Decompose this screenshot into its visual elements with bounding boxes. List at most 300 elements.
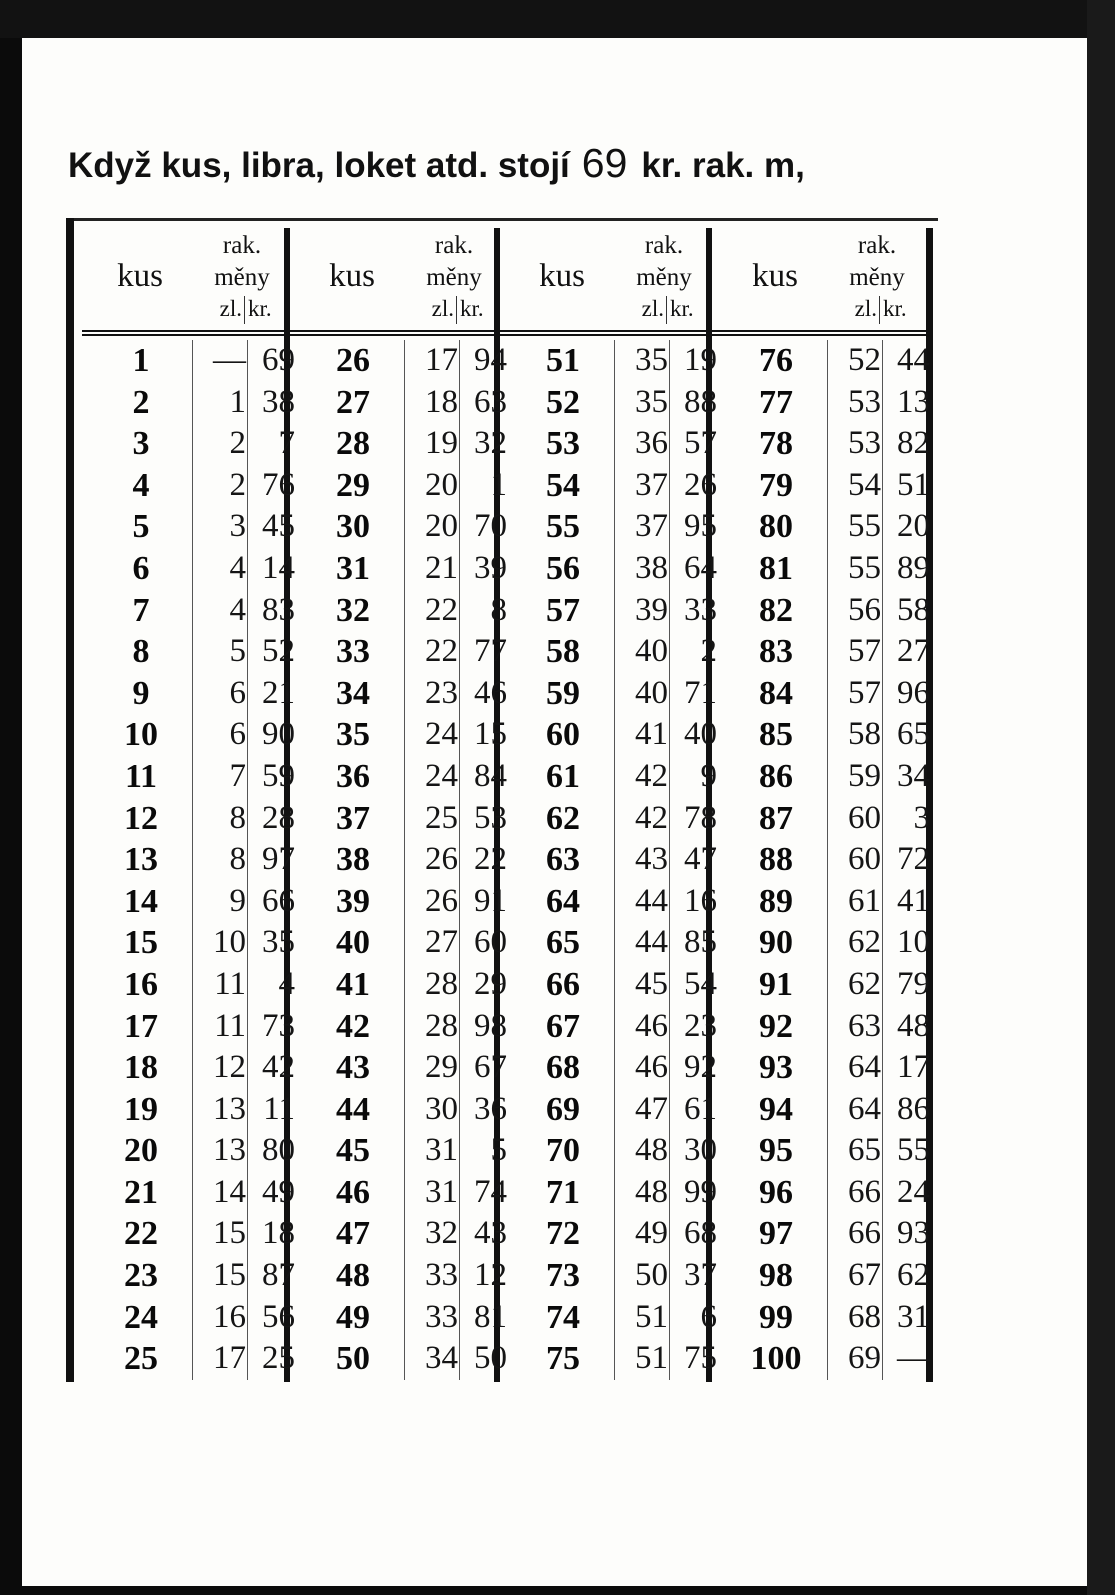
table-row — [76, 798, 295, 840]
zl-cell: 62 — [848, 965, 881, 1002]
table-row — [498, 1213, 717, 1255]
quantity-cell: 45 — [336, 1132, 370, 1170]
kr-cell: 79 — [897, 965, 930, 1002]
header-divider — [666, 296, 667, 324]
quantity-cell: 94 — [759, 1090, 793, 1128]
zl-cell: 37 — [635, 466, 668, 503]
zl-cell: 45 — [635, 965, 668, 1002]
table-row — [76, 423, 295, 465]
header-kus: kus — [329, 258, 375, 294]
quantity-cell: 97 — [759, 1215, 793, 1253]
kr-cell: 73 — [262, 1007, 295, 1044]
quantity-cell: 2 — [132, 383, 150, 421]
kr-cell: 81 — [474, 1298, 507, 1335]
quantity-cell: 19 — [124, 1090, 158, 1128]
header-divider — [456, 296, 457, 324]
zl-cell: 34 — [425, 1340, 458, 1377]
quantity-cell: 62 — [546, 799, 580, 837]
table-row — [288, 1172, 507, 1214]
quantity-cell: 68 — [546, 1049, 580, 1087]
table-row — [288, 798, 507, 840]
quantity-cell: 52 — [546, 383, 580, 421]
zl-cell: 12 — [213, 1049, 246, 1086]
header-currency — [614, 230, 714, 294]
kr-cell: 98 — [474, 1007, 507, 1044]
zl-cell: 37 — [635, 508, 668, 545]
kr-cell: 10 — [897, 924, 930, 961]
table-row — [288, 465, 507, 507]
kr-cell: 50 — [474, 1340, 507, 1377]
zl-cell: 35 — [635, 383, 668, 420]
kr-cell: 22 — [474, 841, 507, 878]
header-zl: zl. — [641, 296, 664, 321]
table-row — [288, 340, 507, 382]
zl-cell: 59 — [848, 757, 881, 794]
kr-cell: 66 — [262, 882, 295, 919]
zl-cell: 50 — [635, 1257, 668, 1294]
kr-cell: 14 — [262, 549, 295, 586]
quantity-cell: 82 — [759, 591, 793, 629]
kr-cell: 96 — [897, 674, 930, 711]
header-currency — [192, 230, 292, 294]
zl-cell: 28 — [425, 1007, 458, 1044]
kr-cell: 64 — [684, 549, 717, 586]
quantity-cell: 24 — [124, 1298, 158, 1336]
table-row — [76, 922, 295, 964]
table-row — [711, 1130, 930, 1172]
table-left-border — [66, 218, 74, 1382]
header-rak: rak. — [222, 232, 262, 259]
kr-cell: 42 — [262, 1049, 295, 1086]
zl-cell: 6 — [229, 674, 246, 711]
zl-cell: 21 — [425, 549, 458, 586]
row-list — [288, 340, 507, 1380]
kr-cell: 30 — [684, 1132, 717, 1169]
table-row — [288, 1047, 507, 1089]
zl-cell: 69 — [848, 1340, 881, 1377]
quantity-cell: 87 — [759, 799, 793, 837]
quantity-cell: 3 — [132, 425, 150, 463]
kr-cell: 33 — [684, 591, 717, 628]
zl-cell: 55 — [848, 508, 881, 545]
quantity-cell: 33 — [336, 633, 370, 671]
quantity-cell: 38 — [336, 841, 370, 879]
scan-top-border — [0, 0, 1115, 38]
kr-cell: 8 — [490, 591, 507, 628]
table-row — [711, 1006, 930, 1048]
table-row — [711, 631, 930, 673]
zl-cell: 54 — [848, 466, 881, 503]
table-row — [288, 423, 507, 465]
quantity-cell: 42 — [336, 1007, 370, 1045]
table-row — [288, 506, 507, 548]
kr-cell: 97 — [262, 841, 295, 878]
kr-cell: 65 — [897, 716, 930, 753]
quantity-cell: 15 — [124, 924, 158, 962]
quantity-cell: 10 — [124, 716, 158, 754]
kr-cell: 54 — [684, 965, 717, 1002]
header-zl: zl. — [431, 296, 454, 321]
table-row — [498, 340, 717, 382]
quantity-cell: 76 — [759, 342, 793, 379]
quantity-cell: 73 — [546, 1257, 580, 1295]
table-row — [711, 340, 930, 382]
table-row — [288, 1089, 507, 1131]
kr-cell: 80 — [262, 1132, 295, 1169]
zl-cell: 42 — [635, 757, 668, 794]
quantity-cell: 17 — [124, 1007, 158, 1045]
table-row — [288, 922, 507, 964]
zl-cell: 8 — [229, 799, 246, 836]
zl-cell: 51 — [635, 1340, 668, 1377]
kr-cell: 28 — [262, 799, 295, 836]
zl-cell: 48 — [635, 1173, 668, 1210]
kr-cell: 59 — [262, 757, 295, 794]
quantity-cell: 5 — [132, 508, 150, 546]
table-row — [288, 756, 507, 798]
table-row — [498, 548, 717, 590]
table-row — [288, 673, 507, 715]
table-row — [711, 590, 930, 632]
quantity-cell: 96 — [759, 1173, 793, 1211]
quantity-cell: 58 — [546, 633, 580, 671]
quantity-cell: 50 — [336, 1340, 370, 1378]
quantity-cell: 69 — [546, 1090, 580, 1128]
kr-cell: 88 — [684, 383, 717, 420]
kr-cell: 47 — [684, 841, 717, 878]
table-row — [76, 465, 295, 507]
zl-cell: 11 — [214, 1007, 246, 1044]
kr-cell: 20 — [897, 508, 930, 545]
quantity-cell: 66 — [546, 965, 580, 1003]
table-row — [76, 631, 295, 673]
zl-cell: 39 — [635, 591, 668, 628]
zl-cell: 31 — [425, 1132, 458, 1169]
header-kus: kus — [117, 258, 163, 294]
table-row — [498, 1047, 717, 1089]
kr-cell: 39 — [474, 549, 507, 586]
quantity-cell: 75 — [546, 1340, 580, 1378]
zl-cell: 38 — [635, 549, 668, 586]
quantity-cell: 18 — [124, 1049, 158, 1087]
zl-cell: 13 — [213, 1090, 246, 1127]
quantity-cell: 78 — [759, 425, 793, 463]
zl-cell: 46 — [635, 1049, 668, 1086]
kr-cell: 12 — [474, 1257, 507, 1294]
header-kr: kr. — [883, 296, 907, 321]
table-row — [498, 1255, 717, 1297]
table-row — [76, 673, 295, 715]
quantity-cell: 99 — [759, 1298, 793, 1336]
zl-cell: 6 — [229, 716, 246, 753]
quantity-cell: 47 — [336, 1215, 370, 1253]
zl-cell: 1 — [229, 383, 246, 420]
table-column-group — [288, 218, 507, 1382]
kr-cell: 38 — [262, 383, 295, 420]
kr-cell: 75 — [684, 1340, 717, 1377]
quantity-cell: 54 — [546, 466, 580, 504]
header-kus: kus — [539, 258, 585, 294]
quantity-cell: 14 — [124, 882, 158, 920]
table-row — [76, 1130, 295, 1172]
zl-cell: 29 — [425, 1049, 458, 1086]
table-row — [288, 548, 507, 590]
table-row — [498, 673, 717, 715]
zl-cell: 51 — [635, 1298, 668, 1335]
zl-cell: 26 — [425, 841, 458, 878]
quantity-cell: 90 — [759, 924, 793, 962]
kr-cell: 78 — [684, 799, 717, 836]
quantity-cell: 46 — [336, 1173, 370, 1211]
kr-cell: 7 — [278, 425, 295, 462]
table-row — [76, 1172, 295, 1214]
kr-cell: 11 — [263, 1090, 295, 1127]
header-currency — [827, 230, 927, 294]
zl-cell: 7 — [229, 757, 246, 794]
zl-cell: 20 — [425, 508, 458, 545]
page-title — [68, 140, 968, 200]
quantity-cell: 59 — [546, 674, 580, 712]
quantity-cell: 31 — [336, 549, 370, 587]
zl-cell: 42 — [635, 799, 668, 836]
quantity-cell: 95 — [759, 1132, 793, 1170]
quantity-cell: 79 — [759, 466, 793, 504]
table-row — [76, 714, 295, 756]
row-list — [711, 340, 930, 1380]
kr-cell: 43 — [474, 1215, 507, 1252]
table-row — [498, 506, 717, 548]
header-meny: měny — [849, 264, 905, 291]
zl-cell: 60 — [848, 841, 881, 878]
row-list — [498, 340, 717, 1380]
quantity-cell: 28 — [336, 425, 370, 463]
table-row — [711, 756, 930, 798]
header-divider — [879, 296, 880, 324]
quantity-cell: 63 — [546, 841, 580, 879]
quantity-cell: 85 — [759, 716, 793, 754]
zl-cell: 44 — [635, 882, 668, 919]
quantity-cell: 77 — [759, 383, 793, 421]
quantity-cell: 7 — [132, 591, 150, 629]
zl-cell: 64 — [848, 1090, 881, 1127]
table-row — [498, 1338, 717, 1380]
zl-cell: 19 — [425, 425, 458, 462]
table-row — [711, 1297, 930, 1339]
zl-cell: 15 — [213, 1257, 246, 1294]
quantity-cell: 16 — [124, 965, 158, 1003]
table-row — [711, 839, 930, 881]
table-column-group — [711, 218, 930, 1382]
quantity-cell: 57 — [546, 591, 580, 629]
zl-cell: 36 — [635, 425, 668, 462]
quantity-cell: 88 — [759, 841, 793, 879]
zl-cell: 48 — [635, 1132, 668, 1169]
zl-cell: 33 — [425, 1257, 458, 1294]
zl-cell: 24 — [425, 716, 458, 753]
zl-cell: 40 — [635, 674, 668, 711]
kr-cell: — — [897, 1340, 930, 1377]
quantity-cell: 11 — [124, 757, 158, 795]
table-row — [711, 382, 930, 424]
table-row — [76, 382, 295, 424]
quantity-cell: 71 — [546, 1173, 580, 1211]
header-divider — [244, 296, 245, 324]
header-currency — [404, 230, 504, 294]
quantity-cell: 35 — [336, 716, 370, 754]
quantity-cell: 67 — [546, 1007, 580, 1045]
table-row — [498, 1006, 717, 1048]
kr-cell: 40 — [684, 716, 717, 753]
kr-cell: 18 — [262, 1215, 295, 1252]
quantity-cell: 72 — [546, 1215, 580, 1253]
quantity-cell: 27 — [336, 383, 370, 421]
kr-cell: 71 — [684, 674, 717, 711]
kr-cell: 72 — [897, 841, 930, 878]
table-row — [76, 1047, 295, 1089]
kr-cell: 68 — [684, 1215, 717, 1252]
kr-cell: 9 — [700, 757, 717, 794]
table-row — [498, 881, 717, 923]
table-row — [76, 1338, 295, 1380]
kr-cell: 21 — [262, 674, 295, 711]
kr-cell: 69 — [262, 342, 295, 378]
zl-cell: 66 — [848, 1173, 881, 1210]
table-row — [288, 839, 507, 881]
kr-cell: 26 — [684, 466, 717, 503]
quantity-cell: 49 — [336, 1298, 370, 1336]
quantity-cell: 64 — [546, 882, 580, 920]
quantity-cell: 81 — [759, 549, 793, 587]
zl-cell: 18 — [425, 383, 458, 420]
kr-cell: 1 — [490, 466, 507, 503]
header-rak: rak. — [857, 232, 897, 259]
kr-cell: 57 — [684, 425, 717, 462]
zl-cell: 47 — [635, 1090, 668, 1127]
zl-cell: 66 — [848, 1215, 881, 1252]
zl-cell: 11 — [214, 965, 246, 1002]
zl-cell: 52 — [848, 342, 881, 378]
kr-cell: 52 — [262, 633, 295, 670]
table-row — [498, 798, 717, 840]
zl-cell: 5 — [229, 633, 246, 670]
quantity-cell: 34 — [336, 674, 370, 712]
kr-cell: 87 — [262, 1257, 295, 1294]
table-row — [288, 1338, 507, 1380]
zl-cell: 25 — [425, 799, 458, 836]
table-row — [498, 964, 717, 1006]
table-row — [711, 922, 930, 964]
table-row — [711, 1172, 930, 1214]
kr-cell: 27 — [897, 633, 930, 670]
quantity-cell: 43 — [336, 1049, 370, 1087]
zl-cell: 41 — [635, 716, 668, 753]
header-zl: zl. — [854, 296, 877, 321]
kr-cell: 76 — [262, 466, 295, 503]
kr-cell: 41 — [897, 882, 930, 919]
quantity-cell: 12 — [124, 799, 158, 837]
kr-cell: 93 — [897, 1215, 930, 1252]
table-row — [288, 590, 507, 632]
table-row — [498, 1297, 717, 1339]
table-row — [711, 548, 930, 590]
table-row — [76, 1255, 295, 1297]
scan-right-border — [1087, 0, 1115, 1595]
kr-cell: 85 — [684, 924, 717, 961]
quantity-cell: 8 — [132, 633, 150, 671]
table-row — [498, 631, 717, 673]
zl-cell: 68 — [848, 1298, 881, 1335]
kr-cell: 86 — [897, 1090, 930, 1127]
header-rak: rak. — [644, 232, 684, 259]
table-row — [76, 1089, 295, 1131]
table-row — [711, 798, 930, 840]
kr-cell: 15 — [474, 716, 507, 753]
kr-cell: 45 — [262, 508, 295, 545]
table-row — [288, 964, 507, 1006]
kr-cell: 36 — [474, 1090, 507, 1127]
quantity-cell: 22 — [124, 1215, 158, 1253]
table-row — [498, 922, 717, 964]
quantity-cell: 41 — [336, 965, 370, 1003]
title-prefix: Když kus, libra, loket atd. stojí — [68, 146, 570, 185]
kr-cell: 55 — [897, 1132, 930, 1169]
table-row — [288, 1297, 507, 1339]
kr-cell: 13 — [897, 383, 930, 420]
table-row — [76, 548, 295, 590]
table-row — [711, 1213, 930, 1255]
zl-cell: 32 — [425, 1215, 458, 1252]
table-row — [711, 1089, 930, 1131]
table-row — [288, 1006, 507, 1048]
header-kus: kus — [752, 258, 798, 294]
zl-cell: 58 — [848, 716, 881, 753]
table-column-group — [76, 218, 295, 1382]
zl-cell: 26 — [425, 882, 458, 919]
quantity-cell: 32 — [336, 591, 370, 629]
kr-cell: 35 — [262, 924, 295, 961]
zl-cell: 40 — [635, 633, 668, 670]
zl-cell: 65 — [848, 1132, 881, 1169]
quantity-cell: 86 — [759, 757, 793, 795]
quantity-cell: 25 — [124, 1340, 158, 1378]
kr-cell: 74 — [474, 1173, 507, 1210]
table-row — [76, 881, 295, 923]
quantity-cell: 56 — [546, 549, 580, 587]
kr-cell: 4 — [278, 965, 295, 1002]
kr-cell: 46 — [474, 674, 507, 711]
zl-cell: 10 — [213, 924, 246, 961]
quantity-cell: 37 — [336, 799, 370, 837]
kr-cell: 16 — [684, 882, 717, 919]
quantity-cell: 55 — [546, 508, 580, 546]
quantity-cell: 53 — [546, 425, 580, 463]
table-row — [498, 590, 717, 632]
table-row — [711, 423, 930, 465]
table-row — [711, 1047, 930, 1089]
quantity-cell: 83 — [759, 633, 793, 671]
zl-cell: 2 — [229, 425, 246, 462]
table-row — [711, 714, 930, 756]
header-meny: měny — [426, 264, 482, 291]
zl-cell: 14 — [213, 1173, 246, 1210]
kr-cell: 32 — [474, 425, 507, 462]
quantity-cell: 20 — [124, 1132, 158, 1170]
table-row — [498, 1172, 717, 1214]
table-row — [498, 382, 717, 424]
quantity-cell: 44 — [336, 1090, 370, 1128]
kr-cell: 48 — [897, 1007, 930, 1044]
quantity-cell: 80 — [759, 508, 793, 546]
